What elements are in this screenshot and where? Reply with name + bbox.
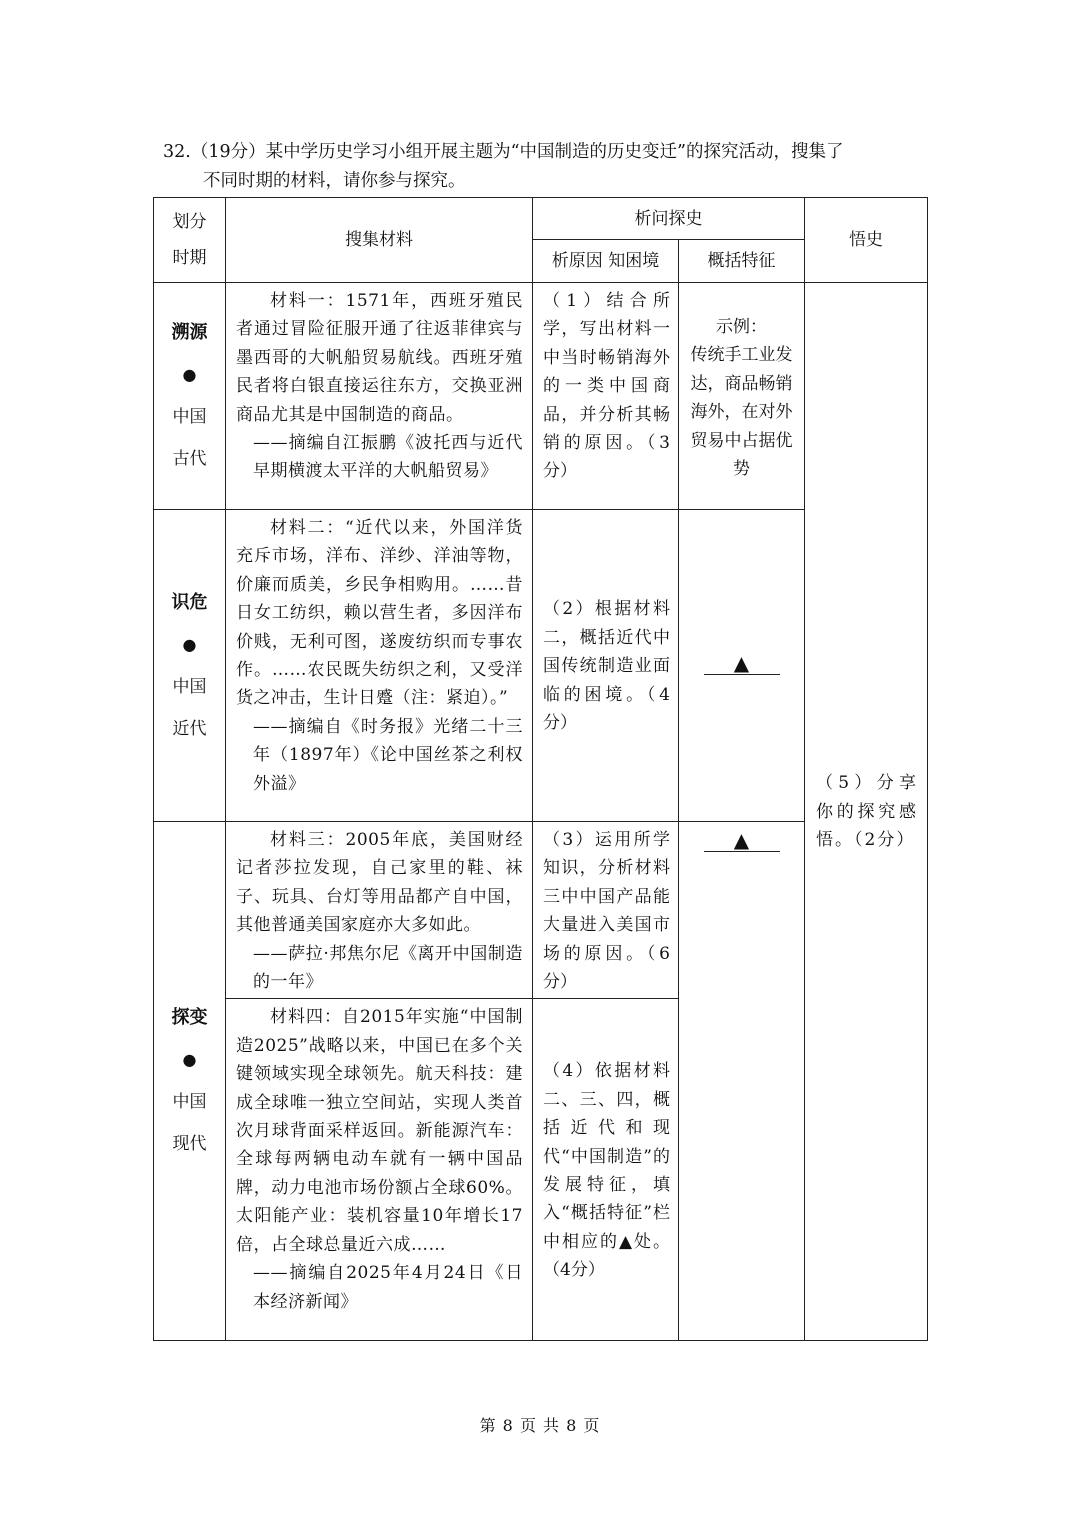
page-footer: 第 8 页 共 8 页 (479, 1416, 601, 1435)
period-era-line1: 中国 (172, 407, 207, 427)
material-4-source: ——摘编自2025年4月24日《日本经济新闻》 (253, 1263, 523, 1312)
material-4 (226, 999, 533, 1341)
material-4-body: 材料四：自2015年实施“中国制造2025”战略以来，中国已在多个关键领域实现全球领先。航天科技：建成全球唯一独立空间站，实现人类首次月球背面采样返回。新能源汽车：全球每两辆电动车就有一辆中国品牌，动力电池市场份额占全球60%。太阳能产业：装机容量10年增长17倍，占全球总量近六成…… (236, 1007, 523, 1255)
question-2: （2）根据材料二，概括近代中国传统制造业面临的困境。（4分） (533, 510, 679, 822)
period-dot: ● (182, 1050, 197, 1070)
header-period-line2: 时期 (172, 248, 207, 268)
period-dot: ● (182, 365, 197, 384)
question-line-2: 不同时期的材料，请你参与探究。 (203, 171, 466, 191)
question-line-1: 32.（19分）某中学历史学习小组开展主题为“中国制造的历史变迁”的探究活动，搜集了 (163, 142, 844, 162)
period-ancient (154, 283, 226, 510)
material-3-source: ——萨拉·邦焦尔尼《离开中国制造的一年》 (253, 943, 523, 993)
material-3-body: 材料三：2005年底，美国财经记者莎拉发现，自己家里的鞋、袜子、玩具、台灯等用品都产自中国，其他普通美国家庭亦大多如此。 (236, 830, 523, 936)
period-era-line1: 中国 (172, 676, 207, 697)
header-period-line1: 划分 (172, 212, 207, 232)
header-materials: 搜集材料 (226, 198, 533, 283)
material-1-source: ——摘编自江振鹏《波托西与近代早期横渡太平洋的大帆船贸易》 (253, 433, 523, 482)
question-3: （3）运用所学知识，分析材料三中中国产品能大量进入美国市场的原因。（6分） (533, 822, 679, 999)
period-era-line2: 古代 (172, 449, 207, 469)
feature-blank-modern[interactable] (679, 510, 805, 822)
feature-example (679, 283, 805, 510)
material-3 (226, 822, 533, 999)
period-era-line2: 现代 (172, 1134, 207, 1155)
material-1 (226, 283, 533, 510)
period-modern (154, 510, 226, 822)
period-dot: ● (182, 634, 197, 654)
feature-example-label: 示例： (716, 317, 767, 337)
material-1-body: 材料一：1571年，西班牙殖民者通过冒险征服开通了往返菲律宾与墨西哥的大帆船贸易航线。西班牙殖民者将白银直接运往东方，交换亚洲商品尤其是中国制造的商品。 (236, 291, 523, 425)
header-reflection: 悟史 (805, 198, 928, 283)
feature-example-text: 传统手工业发达，商品畅销海外，在对外贸易中占据优势 (690, 345, 793, 480)
triangle-marker-icon: ▲ (704, 652, 780, 675)
period-era-line2: 近代 (172, 718, 207, 739)
question-prompt (163, 138, 923, 196)
period-name: 探变 (171, 1007, 208, 1029)
header-inquiry: 析问探史 (533, 198, 805, 240)
question-1: （1）结合所学，写出材料一中当时畅销海外的一类中国商品，并分析其畅销的原因。（3分） (533, 283, 679, 510)
header-reason: 析原因 知困境 (533, 240, 679, 283)
question-4: （4）依据材料二、三、四，概括近代和现代“中国制造”的发展特征，填入“概括特征”栏中相应的▲处。（4分） (533, 999, 679, 1341)
material-2-body: 材料二：“近代以来，外国洋货充斥市场，洋布、洋纱、洋油等物，价廉而质美，乡民争相购用。……昔日女工纺织，赖以营生者，多因洋布价贱，无利可图，遂废纺织而专事农作。……农民既失纺织之利，又受洋货之冲击，生计日蹙（注：紧迫）。” (236, 518, 523, 709)
period-name: 识危 (171, 591, 208, 613)
feature-blank-contemporary[interactable] (679, 822, 805, 1341)
header-features: 概括特征 (679, 240, 805, 283)
period-name: 溯源 (171, 322, 208, 343)
period-contemporary (154, 822, 226, 1341)
material-2 (226, 510, 533, 822)
inquiry-table (153, 197, 928, 1341)
period-era-line1: 中国 (172, 1092, 207, 1113)
material-2-source: ——摘编自《时务报》光绪二十三年（1897年）《论中国丝茶之利权外溢》 (253, 716, 523, 794)
triangle-marker-icon: ▲ (704, 829, 780, 852)
header-period (154, 198, 226, 283)
reflection-question: （5）分享你的探究感悟。（2分） (805, 283, 928, 1341)
